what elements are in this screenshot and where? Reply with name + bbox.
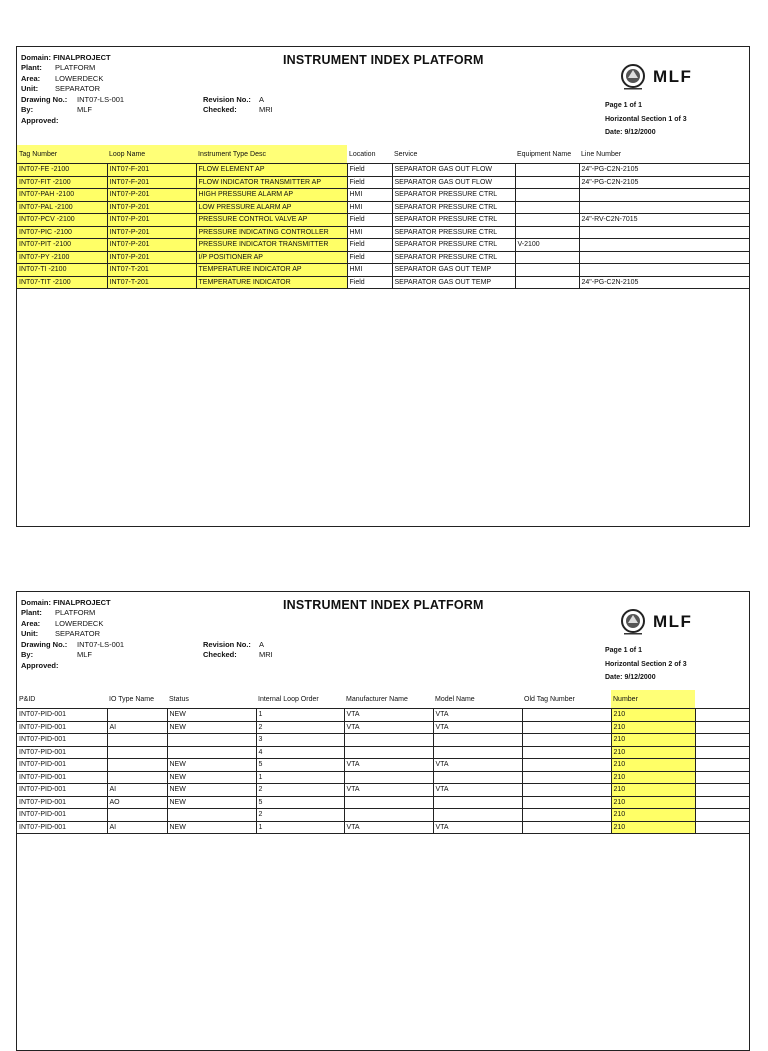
table-cell	[515, 226, 579, 239]
logo-emblem-icon	[619, 608, 649, 636]
revision-label: Revision No.:	[203, 95, 251, 104]
table-row	[17, 771, 749, 784]
table-cell: VTA	[344, 721, 433, 734]
table-cell	[579, 239, 749, 252]
table-row	[17, 709, 749, 722]
table-cell: INT07-P-201	[107, 189, 196, 202]
table-row	[17, 276, 749, 289]
table-cell: SEPARATOR PRESSURE CTRL	[392, 226, 515, 239]
checked-label: Checked:	[203, 105, 237, 115]
column-header: Tag Number	[17, 145, 107, 164]
company-logo	[619, 608, 719, 634]
table-cell	[107, 809, 167, 822]
table-cell: INT07-PID-001	[17, 721, 107, 734]
table-cell: INT07-F-201	[107, 164, 196, 177]
revision-value: A	[259, 95, 265, 104]
table-row	[17, 809, 749, 822]
table-cell: 210	[611, 809, 695, 822]
table-cell: VTA	[344, 821, 433, 834]
table-cell	[107, 771, 167, 784]
table-cell: 210	[611, 734, 695, 747]
domain-value: FINALPROJECT	[53, 53, 111, 62]
column-header: Internal Loop Order	[256, 690, 344, 709]
checked-value: MRI	[259, 650, 273, 660]
table-cell: 24"-PG-C2N-2105	[579, 276, 749, 289]
checked-label: Checked:	[203, 650, 237, 660]
table-cell: 1	[256, 821, 344, 834]
table-cell: 1	[256, 771, 344, 784]
table-cell	[522, 734, 611, 747]
logo-text: MLF	[653, 612, 693, 631]
table-cell	[515, 251, 579, 264]
table-cell	[579, 264, 749, 277]
page-info	[605, 644, 687, 685]
table-row	[17, 821, 749, 834]
page-title: INSTRUMENT INDEX PLATFORM	[283, 598, 484, 612]
table-cell: FLOW INDICATOR TRANSMITTER AP	[196, 176, 347, 189]
table-cell: INT07-PID-001	[17, 771, 107, 784]
table-cell: INT07-PCV -2100	[17, 214, 107, 227]
table-cell: AO	[107, 796, 167, 809]
table-cell: INT07-PID-001	[17, 809, 107, 822]
area-value: LOWERDECK	[55, 73, 104, 83]
table-row	[17, 264, 749, 277]
table-cell: Field	[347, 176, 392, 189]
table-cell: INT07-PY -2100	[17, 251, 107, 264]
table-cell: SEPARATOR GAS OUT TEMP	[392, 276, 515, 289]
table-cell	[344, 796, 433, 809]
table-cell: INT07-FE -2100	[17, 164, 107, 177]
table-cell: I/P POSITIONER AP	[196, 251, 347, 264]
table-cell: 24"-RV-C2N-7015	[579, 214, 749, 227]
table-cell	[107, 734, 167, 747]
drawing-metadata	[21, 640, 124, 671]
table-cell	[515, 176, 579, 189]
unit-label: Unit:	[21, 84, 39, 94]
table-cell	[579, 226, 749, 239]
table-cell: INT07-PID-001	[17, 796, 107, 809]
table-cell: 2	[256, 721, 344, 734]
table-header-row	[17, 145, 749, 164]
unit-value: SEPARATOR	[55, 629, 101, 639]
table-cell	[433, 734, 522, 747]
table-cell: AI	[107, 821, 167, 834]
table-cell: INT07-F-201	[107, 176, 196, 189]
table-row	[17, 721, 749, 734]
page-title: INSTRUMENT INDEX PLATFORM	[283, 53, 484, 67]
table-cell: VTA	[433, 709, 522, 722]
table-row	[17, 746, 749, 759]
column-header: Manufacturer Name	[344, 690, 433, 709]
table-cell	[522, 796, 611, 809]
column-header: Loop Name	[107, 145, 196, 164]
table-cell	[107, 746, 167, 759]
area-label: Area:	[21, 618, 41, 628]
revision-label: Revision No.:	[203, 640, 251, 649]
drawing-value: INT07-LS-001	[77, 95, 125, 104]
table-cell	[522, 784, 611, 797]
table-cell	[522, 746, 611, 759]
drawing-value: INT07-LS-001	[77, 640, 125, 649]
table-cell	[515, 201, 579, 214]
table-cell: 2	[256, 809, 344, 822]
table-cell	[695, 721, 749, 734]
instrument-table	[17, 145, 749, 289]
table-cell: 2	[256, 784, 344, 797]
table-row	[17, 239, 749, 252]
column-header: Equipment Name	[515, 145, 579, 164]
column-header: Status	[167, 690, 256, 709]
table-cell: INT07-P-201	[107, 251, 196, 264]
table-cell: 5	[256, 796, 344, 809]
table-cell	[579, 251, 749, 264]
drawing-label: Drawing No.:	[21, 640, 68, 649]
table-cell: INT07-T-201	[107, 264, 196, 277]
table-cell: SEPARATOR GAS OUT FLOW	[392, 164, 515, 177]
plant-value: PLATFORM	[55, 63, 96, 73]
page-number: Page 1 of 1	[605, 102, 642, 109]
by-value: MLF	[77, 105, 92, 115]
table-cell	[433, 796, 522, 809]
table-cell: FLOW ELEMENT AP	[196, 164, 347, 177]
table-cell	[522, 709, 611, 722]
table-row	[17, 251, 749, 264]
plant-label: Plant:	[21, 608, 42, 618]
table-cell: 210	[611, 759, 695, 772]
table-cell: 210	[611, 709, 695, 722]
table-cell: INT07-P-201	[107, 201, 196, 214]
table-cell	[579, 189, 749, 202]
table-cell: NEW	[167, 821, 256, 834]
table-row	[17, 214, 749, 227]
plant-value: PLATFORM	[55, 608, 96, 618]
table-cell	[522, 809, 611, 822]
table-cell: SEPARATOR PRESSURE CTRL	[392, 251, 515, 264]
table-cell: INT07-P-201	[107, 226, 196, 239]
table-cell	[695, 771, 749, 784]
table-cell: NEW	[167, 709, 256, 722]
by-label: By:	[21, 105, 34, 115]
sheet-metadata	[21, 598, 111, 640]
table-row	[17, 176, 749, 189]
table-cell: NEW	[167, 759, 256, 772]
table-cell: V-2100	[515, 239, 579, 252]
table-cell: VTA	[433, 821, 522, 834]
column-header: Model Name	[433, 690, 522, 709]
blank-header	[695, 690, 749, 709]
table-row	[17, 734, 749, 747]
table-cell: SEPARATOR PRESSURE CTRL	[392, 239, 515, 252]
table-cell: SEPARATOR GAS OUT FLOW	[392, 176, 515, 189]
table-cell: INT07-PAL -2100	[17, 201, 107, 214]
table-cell: INT07-FIT -2100	[17, 176, 107, 189]
table-cell	[695, 784, 749, 797]
table-cell: NEW	[167, 771, 256, 784]
company-logo	[619, 63, 719, 89]
sheet-date: Date: 9/12/2000	[605, 129, 656, 136]
column-header: Instrument Type Desc	[196, 145, 347, 164]
table-cell	[167, 746, 256, 759]
table-cell: HMI	[347, 201, 392, 214]
instrument-table	[17, 690, 749, 834]
table-cell: INT07-PID-001	[17, 709, 107, 722]
table-cell: HIGH PRESSURE ALARM AP	[196, 189, 347, 202]
table-cell: AI	[107, 721, 167, 734]
table-cell	[433, 771, 522, 784]
table-cell: 24"-PG-C2N-2105	[579, 164, 749, 177]
table-cell: 210	[611, 796, 695, 809]
table-cell	[695, 821, 749, 834]
table-cell	[522, 721, 611, 734]
table-cell: INT07-T-201	[107, 276, 196, 289]
table-cell: INT07-PID-001	[17, 784, 107, 797]
unit-value: SEPARATOR	[55, 84, 101, 94]
table-cell: Field	[347, 251, 392, 264]
table-cell: VTA	[433, 721, 522, 734]
table-cell	[522, 821, 611, 834]
table-cell: Field	[347, 214, 392, 227]
table-cell	[344, 771, 433, 784]
table-row	[17, 759, 749, 772]
column-header: Line Number	[579, 145, 749, 164]
table-cell	[107, 709, 167, 722]
table-cell: VTA	[433, 759, 522, 772]
table-row	[17, 164, 749, 177]
table-cell	[433, 746, 522, 759]
table-cell: 210	[611, 784, 695, 797]
table-cell	[695, 796, 749, 809]
sheet-metadata	[21, 53, 111, 95]
table-cell: 210	[611, 721, 695, 734]
table-cell: PRESSURE CONTROL VALVE AP	[196, 214, 347, 227]
column-header: Old Tag Number	[522, 690, 611, 709]
table-row	[17, 201, 749, 214]
table-cell: SEPARATOR PRESSURE CTRL	[392, 201, 515, 214]
logo-text: MLF	[653, 67, 693, 86]
domain-value: FINALPROJECT	[53, 598, 111, 607]
revision-metadata	[203, 640, 273, 661]
table-cell: INT07-PIC -2100	[17, 226, 107, 239]
approved-label: Approved:	[21, 660, 59, 670]
area-label: Area:	[21, 73, 41, 83]
table-cell: PRESSURE INDICATOR TRANSMITTER	[196, 239, 347, 252]
table-cell: Field	[347, 276, 392, 289]
table-row	[17, 796, 749, 809]
table-cell	[695, 746, 749, 759]
table-cell: HMI	[347, 226, 392, 239]
table-cell	[344, 809, 433, 822]
table-cell: Field	[347, 239, 392, 252]
table-cell	[695, 734, 749, 747]
table-cell: HMI	[347, 189, 392, 202]
table-cell: AI	[107, 784, 167, 797]
column-header: Number	[611, 690, 695, 709]
table-cell: Field	[347, 164, 392, 177]
table-cell	[344, 746, 433, 759]
unit-label: Unit:	[21, 629, 39, 639]
page-info	[605, 99, 687, 140]
drawing-label: Drawing No.:	[21, 95, 68, 104]
table-cell: 24"-PG-C2N-2105	[579, 176, 749, 189]
column-header: P&ID	[17, 690, 107, 709]
table-cell: HMI	[347, 264, 392, 277]
table-cell: INT07-P-201	[107, 214, 196, 227]
table-cell: VTA	[344, 784, 433, 797]
table-cell	[515, 276, 579, 289]
logo-emblem-icon	[619, 63, 649, 91]
table-cell: SEPARATOR GAS OUT TEMP	[392, 264, 515, 277]
table-cell: 1	[256, 709, 344, 722]
table-cell: 210	[611, 821, 695, 834]
sheet-date: Date: 9/12/2000	[605, 674, 656, 681]
approved-label: Approved:	[21, 115, 59, 125]
table-cell: VTA	[344, 759, 433, 772]
table-cell: SEPARATOR PRESSURE CTRL	[392, 214, 515, 227]
plant-label: Plant:	[21, 63, 42, 73]
index-sheet-section-2	[16, 591, 750, 1051]
section-number: Horizontal Section 2 of 3	[605, 660, 687, 668]
table-cell	[515, 164, 579, 177]
table-cell	[433, 809, 522, 822]
section-number: Horizontal Section 1 of 3	[605, 115, 687, 123]
area-value: LOWERDECK	[55, 618, 104, 628]
table-cell: INT07-PID-001	[17, 734, 107, 747]
domain-label: Domain:	[21, 53, 51, 62]
by-label: By:	[21, 650, 34, 660]
table-cell	[695, 709, 749, 722]
table-cell: NEW	[167, 796, 256, 809]
table-cell	[579, 201, 749, 214]
table-header-row	[17, 690, 749, 709]
table-cell: INT07-TI -2100	[17, 264, 107, 277]
table-row	[17, 189, 749, 202]
table-cell	[522, 759, 611, 772]
table-cell	[695, 759, 749, 772]
table-cell: PRESSURE INDICATING CONTROLLER	[196, 226, 347, 239]
revision-value: A	[259, 640, 265, 649]
table-cell: VTA	[433, 784, 522, 797]
table-row	[17, 226, 749, 239]
revision-metadata	[203, 95, 273, 116]
drawing-metadata	[21, 95, 124, 126]
table-cell: INT07-PID-001	[17, 759, 107, 772]
table-cell: LOW PRESSURE ALARM AP	[196, 201, 347, 214]
table-row	[17, 784, 749, 797]
table-cell	[167, 734, 256, 747]
index-sheet-section-1	[16, 46, 750, 527]
table-cell	[522, 771, 611, 784]
table-cell: SEPARATOR PRESSURE CTRL	[392, 189, 515, 202]
table-cell: INT07-TIT -2100	[17, 276, 107, 289]
table-cell: 210	[611, 746, 695, 759]
table-cell: 4	[256, 746, 344, 759]
table-cell: VTA	[344, 709, 433, 722]
column-header: Service	[392, 145, 515, 164]
table-cell	[515, 214, 579, 227]
table-cell: NEW	[167, 784, 256, 797]
table-cell	[344, 734, 433, 747]
table-cell: INT07-PIT -2100	[17, 239, 107, 252]
page-number: Page 1 of 1	[605, 647, 642, 654]
table-cell	[515, 189, 579, 202]
table-cell	[167, 809, 256, 822]
table-cell: INT07-PID-001	[17, 746, 107, 759]
checked-value: MRI	[259, 105, 273, 115]
table-cell: NEW	[167, 721, 256, 734]
table-cell: 210	[611, 771, 695, 784]
column-header: IO Type Name	[107, 690, 167, 709]
table-cell: TEMPERATURE INDICATOR AP	[196, 264, 347, 277]
table-cell	[515, 264, 579, 277]
table-cell: INT07-PID-001	[17, 821, 107, 834]
table-cell: 5	[256, 759, 344, 772]
by-value: MLF	[77, 650, 92, 660]
table-cell: TEMPERATURE INDICATOR	[196, 276, 347, 289]
table-cell	[107, 759, 167, 772]
table-cell: INT07-P-201	[107, 239, 196, 252]
table-cell: INT07-PAH -2100	[17, 189, 107, 202]
table-cell: 3	[256, 734, 344, 747]
column-header: Location	[347, 145, 392, 164]
table-cell	[695, 809, 749, 822]
domain-label: Domain:	[21, 598, 51, 607]
